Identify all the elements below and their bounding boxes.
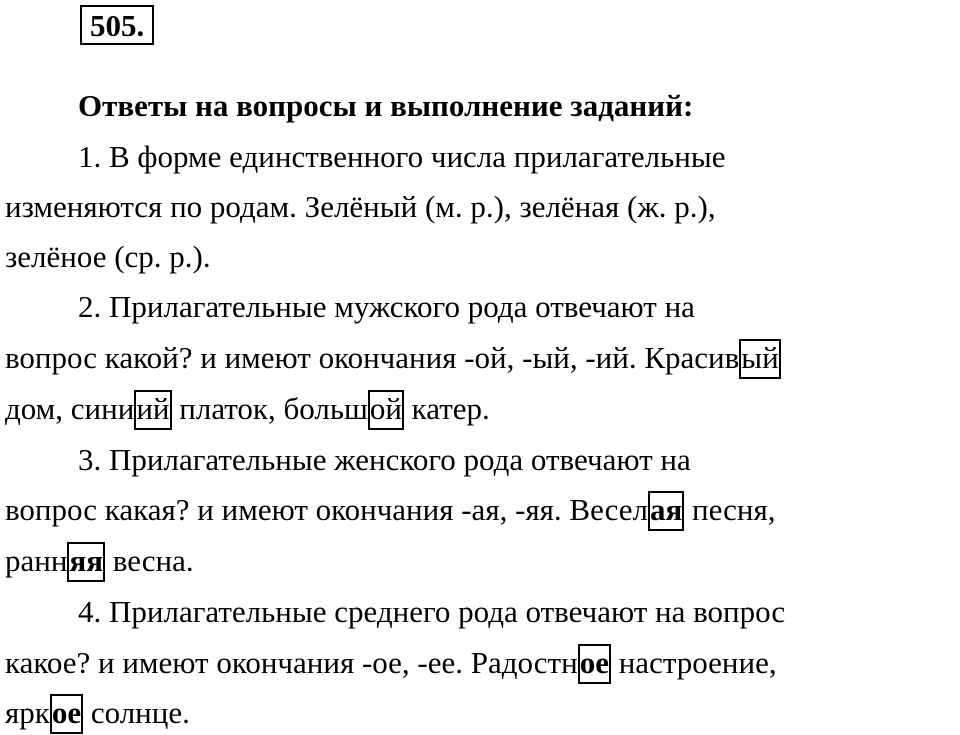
ending-box-aya: ая bbox=[648, 491, 684, 531]
p2-line2-text: вопрос какой? и имеют окончания -ой, -ый, -ий. Красив bbox=[5, 340, 740, 375]
p3-line2-text-a: вопрос какая? и имеют окончания -ая, -яя. Весел bbox=[5, 492, 648, 527]
p4-line1: 4. Прилагательные среднего рода отвечают на вопрос bbox=[78, 594, 786, 629]
exercise-number bbox=[80, 5, 154, 45]
p4-line3-text-a: ярк bbox=[5, 695, 50, 730]
p1-line2: изменяются по родам. Зелёный (м. р.), зелёная (ж. р.), bbox=[5, 189, 716, 224]
p3-line2-text-b: песня, bbox=[684, 492, 776, 527]
p2-line3 bbox=[5, 389, 490, 430]
p4-line2 bbox=[5, 643, 777, 684]
ending-box-oe: ое bbox=[578, 644, 611, 684]
p4-line3 bbox=[5, 693, 190, 734]
p3-line3-text-a: ранн bbox=[5, 543, 68, 578]
heading: Ответы на вопросы и выполнение заданий: bbox=[78, 88, 694, 123]
ending-box-oy: ой bbox=[368, 390, 404, 430]
p2-line3-text-b: платок, больш bbox=[171, 391, 368, 426]
p2-line3-text-c: катер. bbox=[403, 391, 490, 426]
ending-box-iy: ий bbox=[134, 390, 171, 430]
p3-line1: 3. Прилагательные женского рода отвечают на bbox=[78, 442, 691, 477]
p4-line2-text-b: настроение, bbox=[610, 645, 777, 680]
p4-line2-text-a: какое? и имеют окончания -ое, -ее. Радостн bbox=[5, 645, 578, 680]
p2-line2 bbox=[5, 338, 781, 379]
ending-box-yaya: яя bbox=[67, 542, 105, 582]
p1-line1: 1. В форме единственного числа прилагательные bbox=[78, 139, 726, 174]
p3-line3 bbox=[5, 541, 194, 582]
p2-line1: 2. Прилагательные мужского рода отвечают на bbox=[78, 289, 695, 324]
p1-line3: зелёное (ср. р.). bbox=[5, 239, 211, 274]
p4-line3-text-b: солнце. bbox=[83, 695, 190, 730]
ending-box-oe-2: ое bbox=[50, 694, 83, 734]
ending-box-yi: ый bbox=[739, 339, 780, 379]
exercise-number-dot: . bbox=[136, 8, 145, 43]
p3-line2 bbox=[5, 490, 776, 531]
exercise-number-value: 505 bbox=[90, 8, 137, 43]
p3-line3-text-b: весна. bbox=[105, 543, 194, 578]
p2-line3-text-a: дом, сини bbox=[5, 391, 135, 426]
